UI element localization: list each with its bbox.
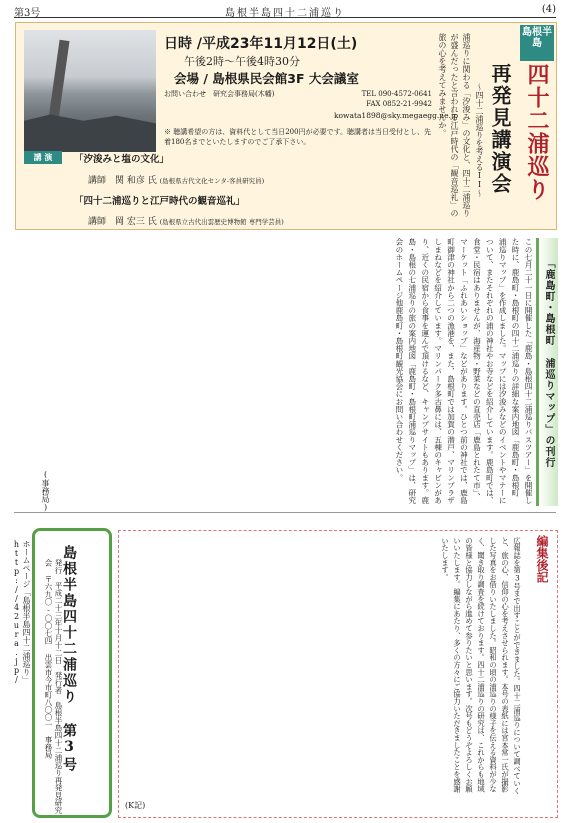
newsletter-name: 島根半島四十二浦巡り — [225, 8, 345, 19]
article-title-band — [536, 238, 558, 506]
notice-title-red: 四十二浦巡り — [524, 63, 550, 201]
editorial-heading: 編集後記 — [535, 535, 549, 583]
colophon-detail — [43, 559, 63, 819]
lecture2-title: 「四十二浦巡りと江戸時代の観音巡礼」 — [74, 196, 246, 207]
colophon-publisher: 発行 平成二十三年十月十二日 発行者 島根半島四十二浦巡り再発見研究会 — [44, 559, 63, 814]
issue-number: 第3号 — [14, 8, 41, 19]
editorial-box — [118, 530, 558, 818]
lecture2-speaker — [88, 214, 284, 227]
article-author: (事務局) — [41, 470, 50, 512]
tel-number: TEL 090-4572-0641 — [361, 90, 432, 98]
lecture1-speaker-name: 講師 関 和彦 氏 — [88, 176, 157, 186]
section-divider — [14, 512, 556, 513]
notice-tagline: 浦巡りに関わる「汐浚み」の文化と、四十二浦巡りが盛んだったと言われる江戸時代の「観音巡礼」の旅の心を考えてみませんか。 — [438, 33, 471, 217]
lecture2-speaker-name: 講師 岡 宏三 氏 — [88, 217, 157, 227]
notice-title: 再発見講演会 — [488, 63, 512, 195]
colophon-title: 島根半島四十二浦巡り 第3号 — [61, 545, 77, 773]
homepage-line[interactable]: ホームページ「島根半島四十二浦巡り」 http://42ura.jp/ — [12, 540, 31, 684]
photo-rock-shape — [24, 100, 156, 152]
fax-number: FAX 0852-21-9942 — [366, 100, 432, 108]
page-number: (4) — [541, 4, 556, 15]
lecture1-speaker-org: (島根県古代文化センタ-客員研究員) — [159, 177, 265, 185]
contact-email[interactable]: kowata1898@sky.megaegg.ne.jp — [334, 111, 459, 120]
editorial-signature: (K記) — [125, 801, 146, 810]
colophon-box — [32, 528, 112, 818]
inquiry-label: お問い合わせ 研究会事務局(木幡) — [164, 90, 275, 98]
attendance-note: ※ 聴講希望の方は、資料代として当日200円が必要です。聴講者は当日受付とし、先着180名までといたしますのでご了承下さい。 — [164, 128, 432, 146]
contact-phone — [356, 89, 432, 109]
notice-subtitle: 〜四十二浦巡りを考えるII〜 — [475, 83, 484, 197]
event-venue: 会場 / 島根県民会館3F 大会議室 — [174, 71, 359, 86]
event-time: 午後2時〜午後4時30分 — [184, 55, 300, 68]
photo-tree-shape — [48, 40, 69, 121]
map-article-body: この七月二十一日に開催した「鹿島・島根四十二浦巡りバスツアー」を開催した時に、鹿島町・島根町の四十二浦巡りの詳細な案内地図「鹿島町・島根町 浦巡りマップ」を作成しました。マップには汐浚みなどのイベントやマナーについて、またそれぞれの浦の神社やお寺などを紹介しています。鹿島町では、食堂・民宿はありませんが、海産物・野菜などの直売店「鹿島とれたて市」、マーケット「ふれあいショップ」などがあります。ひとつ前の神社では、鹿島町御津の神社から二つの漁港を、また、島根町では加賀の潜戸、マリンプラザしまねなどを紹介しています。マリンパーク多古鼻には、五棟のキャビンがあり、近くの民宿から食事を運んで頂けるなど、キャンプサイトもあります。鹿島・島根の七浦巡りの旅の案内地図「鹿島町・島根町浦巡りマップ」は、研究会のホームページ他鹿島町・島根町観光協会にお問い合わせください。 — [394, 238, 533, 504]
lecture1-title: 「汐浚みと塩の文化」 — [74, 154, 170, 165]
page-header — [14, 4, 556, 18]
lecture1-speaker — [88, 173, 264, 186]
title-tag: 島根半島 — [520, 25, 554, 61]
coast-photo — [24, 30, 156, 152]
lecture-notice — [15, 22, 557, 230]
article-title: 「鹿島町・島根町 浦巡りマップ」の刊行 — [543, 258, 554, 468]
lecture2-speaker-org: (島根県立古代出雲歴史博物館 専門学芸員) — [159, 218, 284, 226]
colophon-address: 〒六九〇-〇〇七四 出雲市今市町八〇〇一 事務局 — [44, 575, 53, 759]
editorial-body: 広報誌を第3号まで出すことができました。四十二浦巡りについて調べていくと、旅の心、信仰の心を考えさせられます。本号の表紙には宮本常一氏が撮影した写真をお借りいたしました。昭和の頃の浦巡りの様子を伝える資料が少なく、聞き取り調査を続けております。四十二浦巡りの研究は、これからも地域の皆様と協力しながら進めて参りたいと思います。次号もどうぞよろしくお願いいたします。編集にあたり、多くの方々にご協力いただきましたことを感謝いたします。 — [441, 537, 522, 795]
event-date: 日時 /平成23年11月12日(土) — [164, 36, 358, 52]
lecture-badge: 講 演 — [24, 151, 62, 164]
